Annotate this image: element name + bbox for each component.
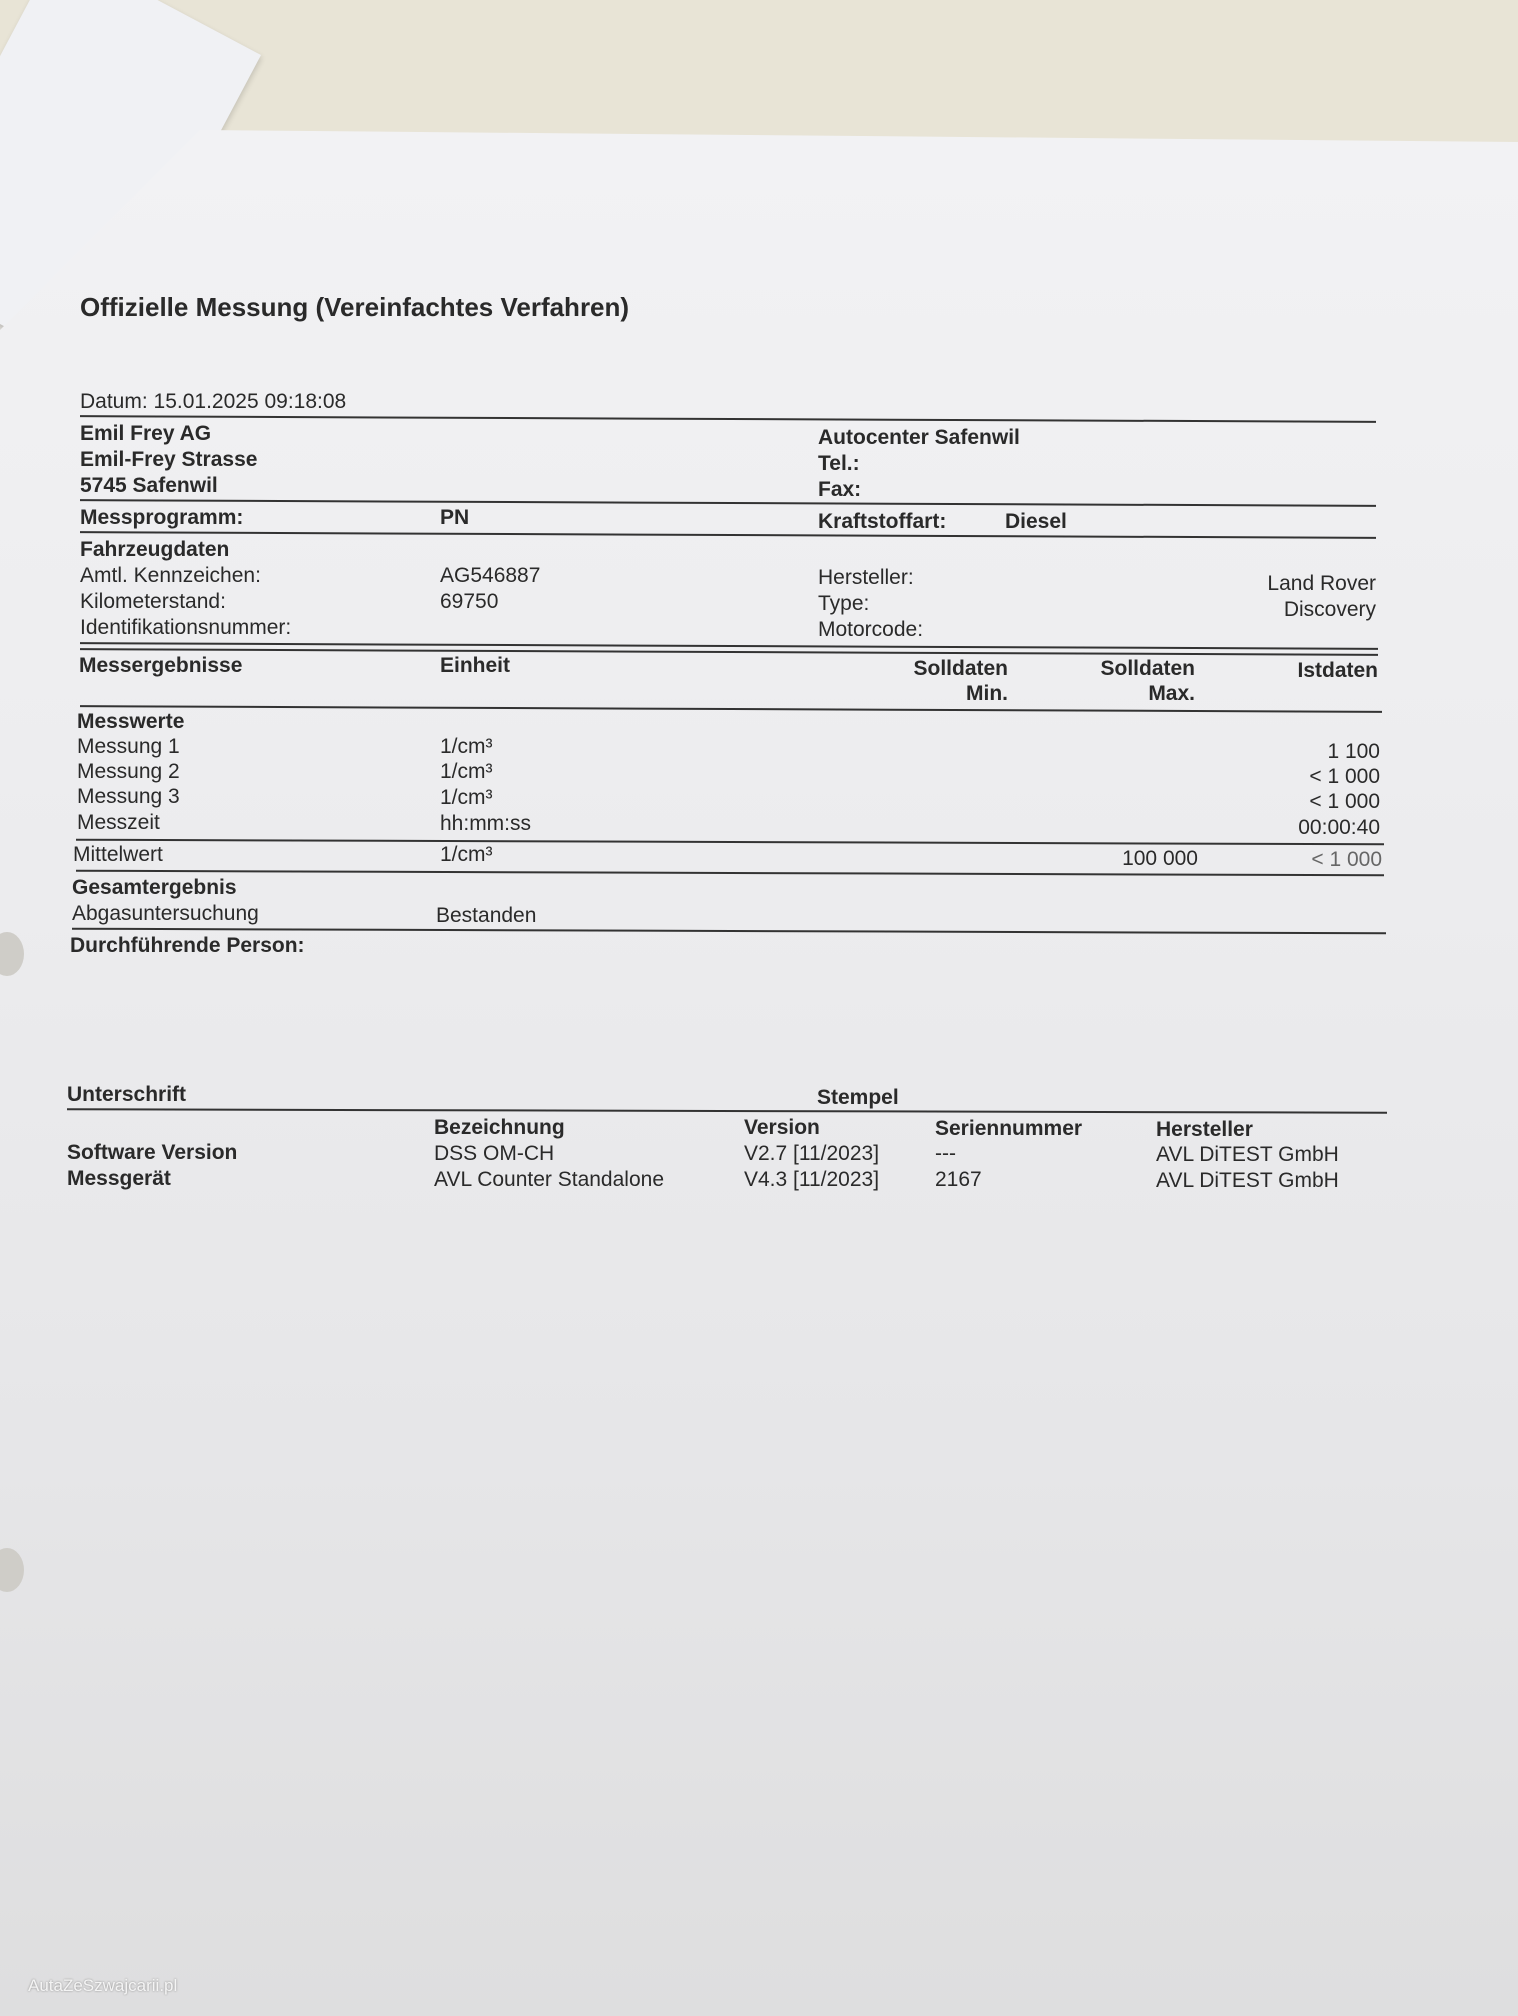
mean-unit: 1/cm³: [440, 843, 493, 866]
overall-label: Abgasuntersuchung: [72, 902, 259, 925]
row-label: Messzeit: [77, 811, 160, 834]
engine-label: Motorcode:: [818, 618, 924, 641]
row-unit: hh:mm:ss: [440, 812, 532, 835]
software-row-label: Software Version: [67, 1141, 238, 1164]
date-line: Datum: 15.01.2025 09:18:08: [80, 390, 347, 413]
section-heading: Messwerte: [77, 710, 185, 733]
row-label: Messung 1: [77, 735, 180, 758]
divider: [80, 415, 1376, 423]
row-unit: 1/cm³: [440, 760, 493, 783]
vin-label: Identifikationsnummer:: [80, 616, 292, 639]
max-header-2: Max.: [1148, 682, 1195, 705]
fuel-value: Diesel: [1005, 510, 1067, 533]
row-actual: 1 100: [1327, 740, 1380, 763]
software-row-serial: ---: [935, 1142, 956, 1165]
software-row-version: V4.3 [11/2023]: [744, 1168, 880, 1191]
software-row-maker: AVL DiTEST GmbH: [1156, 1143, 1339, 1166]
divider: [80, 648, 1378, 656]
watermark: AutaZeSzwajcarii.pl: [28, 1976, 178, 1995]
tel-label: Tel.:: [818, 452, 860, 475]
row-actual: < 1 000: [1309, 790, 1380, 813]
mean-actual: < 1 000: [1311, 848, 1382, 871]
company-name: Emil Frey AG: [80, 422, 212, 445]
row-unit: 1/cm³: [440, 735, 493, 758]
software-row-name: DSS OM-CH: [434, 1142, 555, 1165]
km-label: Kilometerstand:: [80, 590, 226, 613]
vehicle-heading: Fahrzeugdaten: [80, 538, 230, 561]
min-header: Solldaten: [913, 657, 1008, 680]
row-unit: 1/cm³: [440, 786, 493, 809]
software-row-name: AVL Counter Standalone: [434, 1168, 664, 1191]
results-header: Messergebnisse: [79, 654, 243, 677]
fuel-label: Kraftstoffart:: [818, 510, 947, 533]
branch-name: Autocenter Safenwil: [818, 426, 1020, 449]
km-value: 69750: [440, 590, 499, 613]
divider: [80, 531, 1376, 539]
company-street: Emil-Frey Strasse: [80, 448, 258, 471]
overall-heading: Gesamtergebnis: [72, 876, 237, 899]
software-row-version: V2.7 [11/2023]: [744, 1142, 880, 1165]
software-row-label: Messgerät: [67, 1167, 171, 1190]
software-version-header: Version: [744, 1116, 820, 1139]
program-value: PN: [440, 506, 470, 529]
software-row-maker: AVL DiTEST GmbH: [1156, 1169, 1339, 1192]
software-name-header: Bezeichnung: [434, 1116, 565, 1139]
row-label: Messung 2: [77, 760, 180, 783]
row-label: Messung 3: [77, 785, 180, 808]
fax-label: Fax:: [818, 478, 862, 501]
maker-label: Hersteller:: [818, 566, 914, 589]
row-actual: 00:00:40: [1298, 816, 1380, 839]
software-serial-header: Seriennummer: [935, 1117, 1083, 1140]
type-label: Type:: [818, 592, 870, 615]
person-label: Durchführende Person:: [70, 934, 305, 957]
type-value: Discovery: [1283, 598, 1376, 621]
software-row-serial: 2167: [935, 1168, 982, 1191]
mean-label: Mittelwert: [73, 843, 163, 866]
max-header: Solldaten: [1100, 657, 1195, 680]
program-label: Messprogramm:: [80, 506, 244, 529]
stamp-label: Stempel: [817, 1086, 899, 1109]
unit-header: Einheit: [440, 654, 511, 677]
min-header-2: Min.: [966, 682, 1008, 705]
signature-label: Unterschrift: [67, 1083, 187, 1106]
mean-max: 100 000: [1122, 847, 1198, 870]
row-actual: < 1 000: [1309, 765, 1380, 788]
plate-label: Amtl. Kennzeichen:: [80, 564, 261, 587]
maker-value: Land Rover: [1267, 572, 1376, 595]
company-city: 5745 Safenwil: [80, 474, 218, 497]
divider: [80, 705, 1382, 713]
actual-header: Istdaten: [1297, 659, 1378, 682]
plate-value: AG546887: [440, 564, 541, 587]
software-maker-header: Hersteller: [1156, 1118, 1253, 1141]
divider: [80, 499, 1376, 507]
document-title: Offizielle Messung (Vereinfachtes Verfahren): [80, 292, 630, 322]
divider: [76, 839, 1384, 846]
overall-value: Bestanden: [436, 904, 537, 927]
divider: [67, 1108, 1387, 1113]
